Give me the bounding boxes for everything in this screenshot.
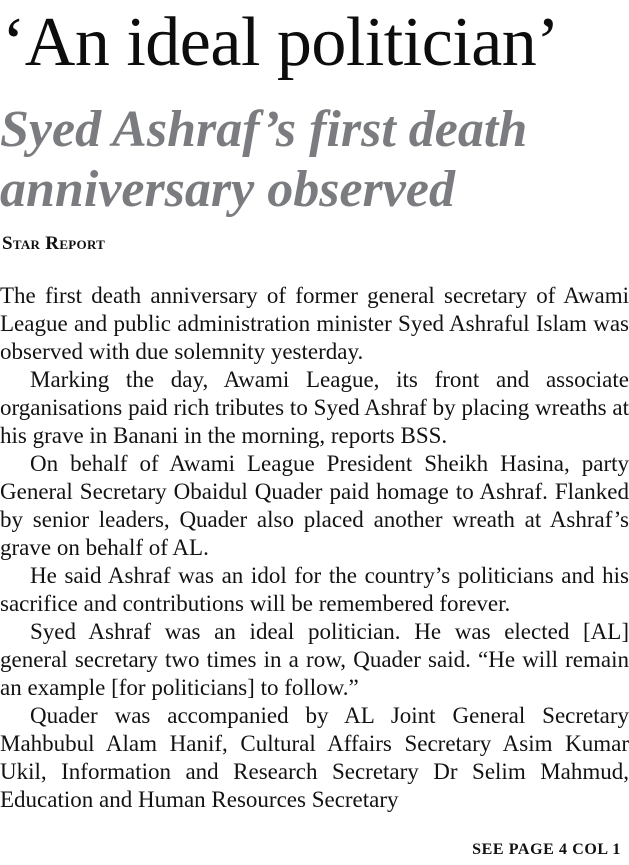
- paragraph: Marking the day, Awami League, its front and associate organisations paid rich tributes to Syed Ashraf by placing wreaths at his grave in Banani in the morning, reports BSS.: [0, 367, 629, 448]
- paragraph: Quader was accompanied by AL Joint General Secretary Mahbubul Alam Hanif, Cultural Affairs Secretary Asim Kumar Ukil, Information and Research Secretary Dr Selim Mahmud, Education and Human Resources Secretary: [0, 703, 629, 812]
- byline: Star Report: [2, 233, 106, 254]
- paragraph: He said Ashraf was an idol for the country’s politicians and his sacrifice and contributions will be remembered forever.: [0, 563, 629, 616]
- continuation-jump: SEE PAGE 4 COL 1: [472, 841, 621, 858]
- subheadline-line-2: anniversary observed: [0, 161, 455, 218]
- paragraph: On behalf of Awami League President Sheikh Hasina, party General Secretary Obaidul Quader paid homage to Ashraf. Flanked by senior leaders, Quader also placed another wreath at Ashraf’s grave on behalf of AL.: [0, 451, 629, 560]
- paragraph: The first death anniversary of former general secretary of Awami League and public administration minister Syed Ashraful Islam was observed with due solemnity yesterday.: [0, 283, 629, 364]
- subheadline-line-1: Syed Ashraf’s first death: [0, 101, 528, 158]
- subheadline: [0, 100, 527, 220]
- article-body: [0, 282, 629, 814]
- headline: ‘An ideal politician’: [2, 4, 560, 81]
- paragraph: Syed Ashraf was an ideal politician. He was elected [AL] general secretary two times in a row, Quader said. “He will remain an example [for politicians] to follow.”: [0, 619, 629, 700]
